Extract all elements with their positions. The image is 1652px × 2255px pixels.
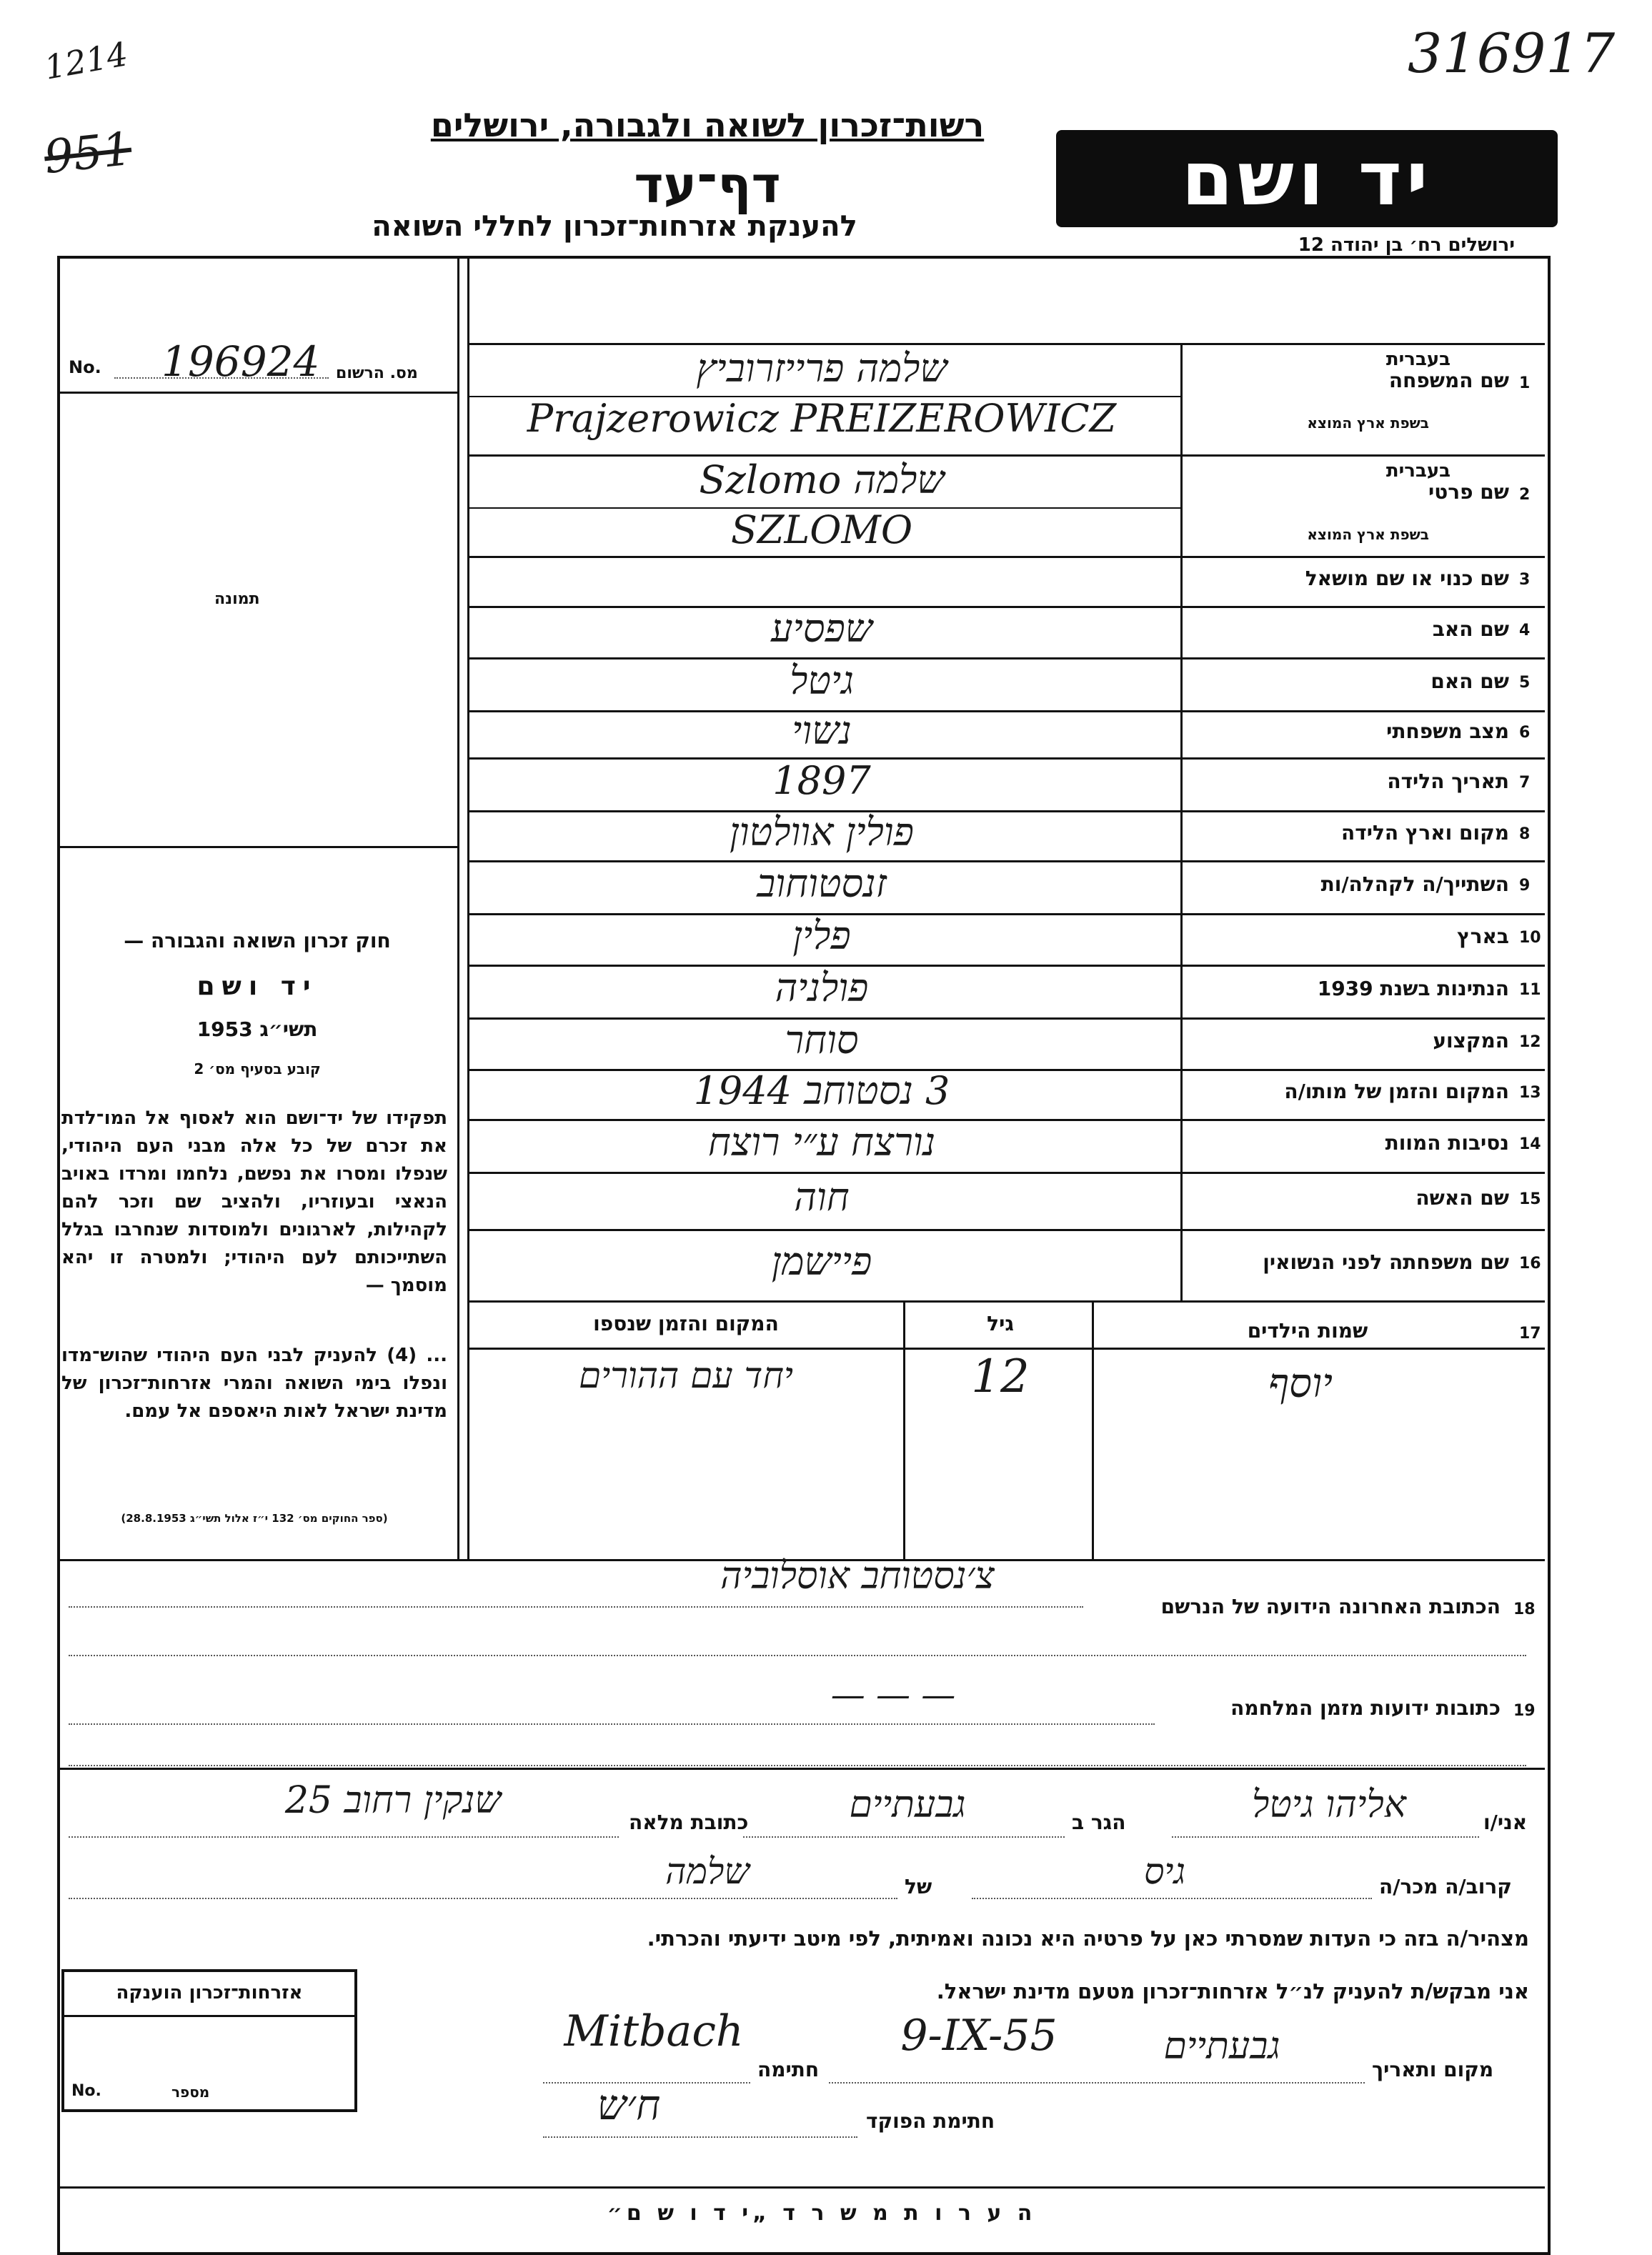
field-sublabel-origin: בשפת ארץ המוצא [1307, 414, 1429, 432]
field-label: המקצוע [1433, 1029, 1509, 1052]
children-num: 17 [1519, 1325, 1541, 1343]
form-title: דף־עד [634, 156, 781, 214]
field-num: 9 [1519, 877, 1531, 895]
official-signature: ח׳ש [597, 2081, 661, 2129]
last-address-value: צ׳נסטוחב אוסלוביה [720, 1555, 995, 1598]
field-top-rule [467, 343, 1545, 345]
field-value: פולין אוולטון [730, 810, 914, 855]
field-num: 7 [1519, 774, 1531, 792]
child-age: 12 [971, 1350, 1030, 1403]
field-row-rule [467, 556, 1545, 558]
signature-label: חתימה [757, 2058, 820, 2081]
place-date-label: מקום ותאריך [1372, 2058, 1494, 2081]
field-value: 3 נסטוחב 1944 [693, 1068, 950, 1113]
field-label: מצב משפחתי [1386, 720, 1509, 743]
reg-rule [57, 392, 457, 394]
field-num: 6 [1519, 724, 1531, 742]
child-place: יחד עם ההורים [578, 1355, 794, 1396]
field-label: שם פרטי [1428, 480, 1509, 504]
of-line [69, 1898, 897, 1899]
address-line-18a [69, 1606, 1083, 1608]
field-label: מקום וארץ הלידה [1341, 821, 1509, 845]
war-address-num: 19 [1513, 1702, 1536, 1720]
official-signature-label: חתימת הפוקד [866, 2109, 995, 2133]
declarant-label: אני/ו [1483, 1811, 1528, 1834]
address-line: ירושלים רח׳ בן יהודה 12 [1298, 234, 1515, 256]
label-column-divider [1180, 343, 1183, 1300]
authority-line: רשות־זכרון לשואה ולגבורה, ירושלים [430, 106, 985, 144]
archive-number-top-left: 1214 [41, 34, 131, 87]
form-subtitle: להענקת אזרחות־זכרון לחללי השואה [372, 210, 857, 243]
field-label: שם משפחתה לפני הנשואין [1263, 1250, 1509, 1274]
corner-number: 316917 [1408, 21, 1616, 85]
field-num: 8 [1519, 825, 1531, 843]
field-label: שם האב [1432, 617, 1509, 641]
field-value-hebrew: שלמה פרייזרוביץ [696, 346, 947, 391]
citizenship-box [61, 1969, 357, 2112]
address-line-19b [69, 1765, 1526, 1766]
field-label: הנתינות בשנת 1939 [1317, 977, 1509, 1000]
photo-rule [57, 846, 457, 848]
field-value: נורצח ע״י רוצח [707, 1120, 936, 1165]
resident-line [743, 1836, 1065, 1838]
field-num: 12 [1519, 1033, 1541, 1051]
relative-value: גיס [1143, 1851, 1186, 1892]
citizenship-no-label: No. [71, 2082, 101, 2100]
field-num: 2 [1519, 486, 1531, 504]
declaration-request: אני מבקש/ת להעניק לנ״ל אזרחות־זכרון מטעם מדינת ישראל. [936, 1979, 1529, 2003]
signature-value: Mitbach [564, 2006, 744, 2056]
field-label: בארץ [1457, 925, 1509, 948]
field-num: 4 [1519, 622, 1531, 639]
struck-number: 951 [41, 122, 134, 185]
field-label: תאריך הלידה [1387, 770, 1509, 793]
of-value: שלמה [665, 1851, 750, 1892]
field-num: 13 [1519, 1084, 1541, 1102]
field-value: פולניה [775, 965, 869, 1010]
children-col-age: גיל [987, 1312, 1014, 1335]
registration-number: 196924 [161, 337, 320, 386]
footer-notes: ה ע ר ו ת מ ש ר ד „י ד ו ש ם״ [607, 2201, 1037, 2226]
field-label: נסיבות המוות [1385, 1131, 1509, 1155]
field-num: 5 [1519, 674, 1531, 692]
law-citation: (ספר החוקים מס׳ 132 י״ז אלול תשי״ג 28.8.1953) [121, 1512, 388, 1525]
relative-line [972, 1898, 1372, 1899]
registration-label: מס. הרשום [336, 364, 418, 382]
field-row-rule [467, 1229, 1545, 1231]
field-sublabel-hebrew: בעברית [1385, 349, 1451, 370]
address-line-19a [69, 1723, 1155, 1725]
left-column-divider-2 [467, 259, 469, 1559]
field-value: שפסיע [771, 606, 872, 651]
full-address-label: כתובת מלאה [629, 1811, 749, 1834]
field-label: שם האשה [1415, 1186, 1509, 1210]
field-value: סוחר [785, 1017, 859, 1062]
left-column-divider [457, 259, 459, 1559]
field-label: השתייך/ה לקהלה/ות [1320, 872, 1509, 896]
field-value: גיטל [790, 658, 854, 703]
field-num: 10 [1519, 929, 1541, 947]
field-value: פיישמן [771, 1239, 872, 1284]
children-top-rule [467, 1300, 1545, 1303]
field-value-hebrew: Szlomo שלמה [699, 457, 945, 502]
declarant-value: אליהו גיטל [1252, 1783, 1406, 1826]
field-num: 15 [1519, 1190, 1541, 1208]
field-label: שם האם [1430, 669, 1509, 693]
law-clause-4: ... (4) להעניק לבני העם היהודי שהוש־מדו ונפלו בימי השואה והמרי אזרחות־זכרון של מדינת ישראל לאות היאספם אל עמם. [61, 1345, 447, 1422]
field-value-origin: SZLOMO [730, 507, 913, 552]
field-value-origin: Prajzerowicz PREIZEROWICZ [527, 396, 1117, 441]
field-label: המקום והזמן של מותו/ה [1284, 1080, 1509, 1103]
field-num: 16 [1519, 1255, 1541, 1273]
no-label: No. [69, 357, 101, 377]
last-address-num: 18 [1513, 1601, 1536, 1618]
field-label: שם כנוי או שם מושאל [1305, 567, 1509, 590]
law-title: חוק זכרון השואה והגבורה — [124, 929, 391, 952]
field-row-rule [467, 1172, 1545, 1174]
date-value: 9-IX-55 [900, 2011, 1058, 2061]
war-address-label: כתובות ידועות מזמן המלחמה [1230, 1696, 1501, 1720]
field-num: 1 [1519, 374, 1531, 392]
children-col-place: המקום והזמן שנספו [593, 1312, 779, 1335]
field-sublabel-origin: בשפת ארץ המוצא [1307, 526, 1429, 543]
field-row-rule [467, 454, 1545, 457]
field-value: נשוי [792, 708, 852, 753]
place-value: גבעתיים [1163, 2025, 1280, 2068]
field-num: 3 [1519, 571, 1531, 589]
place-date-line [829, 2082, 1365, 2084]
field-num: 11 [1519, 981, 1541, 999]
child-name: יוסף [1268, 1360, 1333, 1407]
law-name: יד ושם [196, 972, 318, 1001]
children-divider-2 [1092, 1300, 1094, 1559]
field-num: 14 [1519, 1135, 1541, 1153]
yad-vashem-logo: יד ושם [1056, 130, 1558, 227]
children-divider-1 [903, 1300, 905, 1559]
war-address-value: — — — [830, 1675, 956, 1715]
law-clause: קובע בסעיף מס׳ 2 [194, 1060, 321, 1077]
field-value: פלין [792, 913, 851, 958]
last-address-label: הכתובת האחרונה הידועה של הנרשם [1160, 1595, 1501, 1618]
full-address-value: שנקין רחוב 25 [284, 1779, 502, 1822]
official-signature-line [543, 2136, 857, 2138]
field-label: שם המשפחה [1388, 369, 1509, 392]
footer-top-rule [57, 2186, 1545, 2189]
citizenship-rule [64, 2015, 354, 2017]
declaration-statement: מצהיר/ה בזה כי העדות שמסרתי כאן על פרטיה היא נכונה ואמיתית, לפי מיטב ידיעתי והכרתי. [647, 1926, 1529, 1951]
resident-label: הגר ב [1072, 1811, 1126, 1834]
law-year: תשי״ג 1953 [196, 1017, 318, 1041]
field-value: 1897 [772, 758, 871, 803]
declarant-line [1172, 1836, 1479, 1838]
photo-label: תמונה [214, 590, 260, 608]
address-line-18b [69, 1655, 1526, 1656]
children-header-rule [467, 1348, 1545, 1350]
declaration-top-rule [57, 1768, 1545, 1770]
field-value: חוה [794, 1175, 850, 1220]
children-col-names: שמות הילדים [1247, 1319, 1368, 1343]
law-body: תפקידו של יד־ושם הוא לאסוף אל המו־לדת את זכרם של כל אלה מבני העם היהודי, שנפלו ומסרו את נפשם, נלחמו ומרדו באויב הנאצי ובעוזריו, ולהציב שם וזכר להם לקהילות, לארגונים ולמוסדות שנחרבו בגלל השתייכותם לעם היהודי; ולמטרה זו יהא מוסמך — [61, 1107, 447, 1296]
resident-value: גבעתיים [849, 1783, 966, 1826]
full-address-line [69, 1836, 619, 1838]
citizenship-number-label: מספר [171, 2084, 210, 2101]
field-value: זנסטוחוב [757, 861, 887, 906]
citizenship-title: אזרחות־זכרון הוענקה [116, 1982, 303, 2003]
of-label: של [905, 1875, 932, 1898]
field-sublabel-hebrew: בעברית [1385, 460, 1451, 482]
relative-label: קרוב/ה מכר/ה [1379, 1875, 1512, 1898]
